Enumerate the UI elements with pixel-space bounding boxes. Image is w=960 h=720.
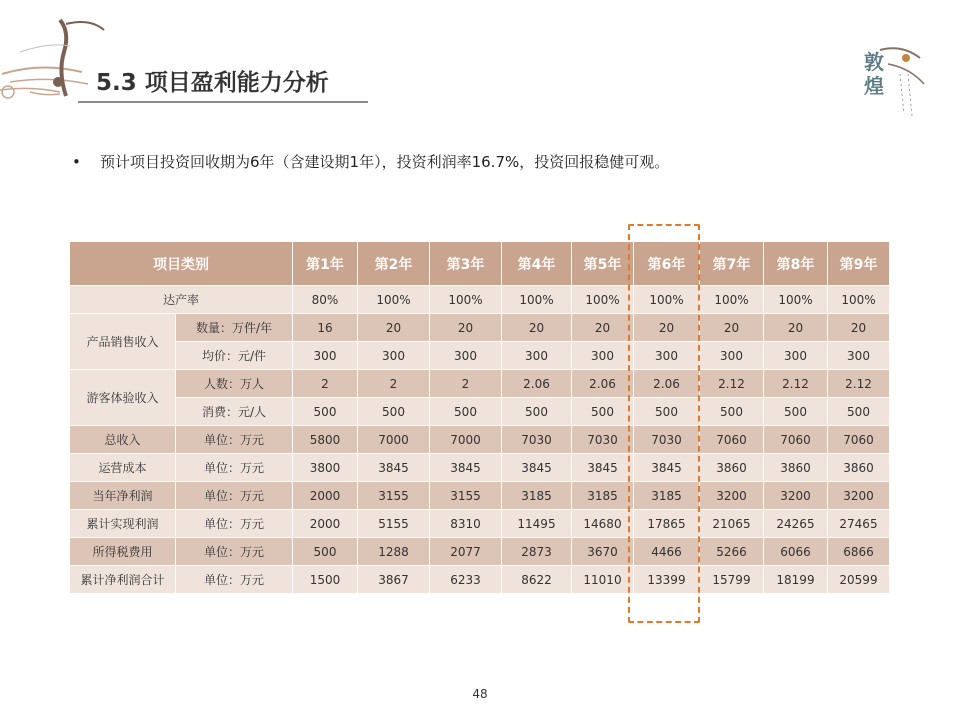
- table-cell: 3200: [828, 482, 890, 510]
- table-cell: 100%: [828, 286, 890, 314]
- table-cell: 2077: [430, 538, 502, 566]
- row-label: 累计净利润合计: [70, 566, 176, 594]
- table-cell: 11010: [572, 566, 634, 594]
- table-cell: 16: [293, 314, 358, 342]
- table-row: [70, 370, 890, 398]
- table-cell: 2000: [293, 510, 358, 538]
- table-cell: 2.12: [828, 370, 890, 398]
- table-cell: 20: [700, 314, 764, 342]
- table-cell: 3185: [572, 482, 634, 510]
- table-cell: 3845: [358, 454, 430, 482]
- table-cell: 3867: [358, 566, 430, 594]
- table-cell: 500: [293, 398, 358, 426]
- dunhuang-logo: [850, 44, 930, 128]
- header-cell: 第5年: [572, 242, 634, 286]
- table-cell: 3155: [430, 482, 502, 510]
- table-cell: 20: [764, 314, 828, 342]
- table-cell: 7000: [358, 426, 430, 454]
- table-row: [70, 538, 890, 566]
- header-cell: 第3年: [430, 242, 502, 286]
- table-cell: 8622: [502, 566, 572, 594]
- table-cell: 7060: [828, 426, 890, 454]
- table-cell: 11495: [502, 510, 572, 538]
- table-cell: 3860: [700, 454, 764, 482]
- table-cell: 100%: [700, 286, 764, 314]
- table-cell: 7000: [430, 426, 502, 454]
- table-cell: 20: [572, 314, 634, 342]
- table-cell: 6233: [430, 566, 502, 594]
- table-cell: 100%: [634, 286, 700, 314]
- table-cell: 3845: [502, 454, 572, 482]
- year6-highlight-box: [628, 224, 700, 623]
- table-cell: 100%: [572, 286, 634, 314]
- table-cell: 1288: [358, 538, 430, 566]
- header-cell: 第4年: [502, 242, 572, 286]
- table-cell: 500: [293, 538, 358, 566]
- table-cell: 80%: [293, 286, 358, 314]
- table-cell: 3860: [764, 454, 828, 482]
- table-cell: 2: [358, 370, 430, 398]
- title-underline: [78, 101, 368, 103]
- table-header-row: [70, 242, 890, 286]
- row-group-label: 游客体验收入: [70, 370, 176, 426]
- logo-text: 敦煌: [864, 50, 884, 98]
- table-cell: 100%: [430, 286, 502, 314]
- table-cell: 500: [572, 398, 634, 426]
- table-cell: 3200: [764, 482, 828, 510]
- table-cell: 5266: [700, 538, 764, 566]
- table-row: [70, 566, 890, 594]
- header-cell: 第6年: [634, 242, 700, 286]
- table-cell: 3845: [430, 454, 502, 482]
- table-cell: 7030: [572, 426, 634, 454]
- table-cell: 300: [572, 342, 634, 370]
- table-cell: 21065: [700, 510, 764, 538]
- table-cell: 3670: [572, 538, 634, 566]
- table-cell: 300: [293, 342, 358, 370]
- header-cell: 第1年: [293, 242, 358, 286]
- row-unit: 单位：万元: [176, 510, 293, 538]
- table-cell: 100%: [358, 286, 430, 314]
- row-label: 当年净利润: [70, 482, 176, 510]
- table-cell: 300: [828, 342, 890, 370]
- table-cell: 20: [502, 314, 572, 342]
- table-cell: 17865: [634, 510, 700, 538]
- header-cell: 第8年: [764, 242, 828, 286]
- table-cell: 3800: [293, 454, 358, 482]
- table-cell: 18199: [764, 566, 828, 594]
- row-unit: 均价：元/件: [176, 342, 293, 370]
- table-cell: 24265: [764, 510, 828, 538]
- bullet-dot-icon: •: [72, 153, 81, 171]
- header-cell: 第9年: [828, 242, 890, 286]
- table-cell: 27465: [828, 510, 890, 538]
- table-cell: 20: [634, 314, 700, 342]
- table-cell: 2: [293, 370, 358, 398]
- table-cell: 500: [828, 398, 890, 426]
- table-cell: 7030: [502, 426, 572, 454]
- table-cell: 7060: [700, 426, 764, 454]
- table-cell: 300: [700, 342, 764, 370]
- table-cell: 300: [430, 342, 502, 370]
- table-cell: 2.06: [502, 370, 572, 398]
- table-cell: 3860: [828, 454, 890, 482]
- table-cell: 1500: [293, 566, 358, 594]
- table-row: [70, 398, 890, 426]
- header-cell: 第2年: [358, 242, 430, 286]
- table-cell: 500: [502, 398, 572, 426]
- row-unit: 单位：万元: [176, 482, 293, 510]
- table-cell: 300: [358, 342, 430, 370]
- table-cell: 13399: [634, 566, 700, 594]
- table-cell: 3185: [634, 482, 700, 510]
- table-cell: 7060: [764, 426, 828, 454]
- table-cell: 500: [430, 398, 502, 426]
- table-cell: 7030: [634, 426, 700, 454]
- table-cell: 20: [828, 314, 890, 342]
- table-cell: 500: [764, 398, 828, 426]
- page-number: 48: [472, 687, 488, 701]
- table-cell: 500: [634, 398, 700, 426]
- table-row: [70, 454, 890, 482]
- table-cell: 3845: [572, 454, 634, 482]
- table-cell: 300: [764, 342, 828, 370]
- row-unit: 消费：元/人: [176, 398, 293, 426]
- table-cell: 20: [430, 314, 502, 342]
- row-group-label: 产品销售收入: [70, 314, 176, 370]
- row-label: 累计实现利润: [70, 510, 176, 538]
- table-cell: 2.06: [634, 370, 700, 398]
- table-row: [70, 286, 890, 314]
- row-unit: 单位：万元: [176, 454, 293, 482]
- table-cell: 100%: [764, 286, 828, 314]
- row-unit: 人数：万人: [176, 370, 293, 398]
- row-unit: 单位：万元: [176, 538, 293, 566]
- table-cell: 300: [502, 342, 572, 370]
- row-unit: 单位：万元: [176, 566, 293, 594]
- table-cell: 6066: [764, 538, 828, 566]
- row-label: 达产率: [70, 286, 293, 314]
- profit-table: [69, 241, 890, 594]
- header-cell: 第7年: [700, 242, 764, 286]
- table-cell: 15799: [700, 566, 764, 594]
- table-cell: 500: [358, 398, 430, 426]
- table-cell: 2: [430, 370, 502, 398]
- table-row: [70, 510, 890, 538]
- header-cell: 项目类别: [70, 242, 293, 286]
- table-cell: 20: [358, 314, 430, 342]
- table-cell: 4466: [634, 538, 700, 566]
- table-cell: 2873: [502, 538, 572, 566]
- table-cell: 3185: [502, 482, 572, 510]
- table-cell: 100%: [502, 286, 572, 314]
- row-unit: 单位：万元: [176, 426, 293, 454]
- table-cell: 2.12: [764, 370, 828, 398]
- table-cell: 2.06: [572, 370, 634, 398]
- table-cell: 300: [634, 342, 700, 370]
- bullet-text: 预计项目投资回收期为6年（含建设期1年），投资利润率16.7%，投资回报稳健可观。: [100, 153, 670, 171]
- table-cell: 2.12: [700, 370, 764, 398]
- row-unit: 数量：万件/年: [176, 314, 293, 342]
- row-label: 总收入: [70, 426, 176, 454]
- row-label: 所得税费用: [70, 538, 176, 566]
- table-cell: 14680: [572, 510, 634, 538]
- table-cell: 3200: [700, 482, 764, 510]
- table-cell: 6866: [828, 538, 890, 566]
- table-row: [70, 426, 890, 454]
- page-title: 5.3 项目盈利能力分析: [96, 70, 329, 96]
- table-row: [70, 482, 890, 510]
- row-label: 运营成本: [70, 454, 176, 482]
- table-row: [70, 342, 890, 370]
- table-cell: 5155: [358, 510, 430, 538]
- table-cell: 2000: [293, 482, 358, 510]
- table-cell: 8310: [430, 510, 502, 538]
- table-cell: 20599: [828, 566, 890, 594]
- bullet-point: [72, 151, 669, 172]
- table-row: [70, 314, 890, 342]
- table-cell: 500: [700, 398, 764, 426]
- table-cell: 5800: [293, 426, 358, 454]
- table-cell: 3845: [634, 454, 700, 482]
- table-cell: 3155: [358, 482, 430, 510]
